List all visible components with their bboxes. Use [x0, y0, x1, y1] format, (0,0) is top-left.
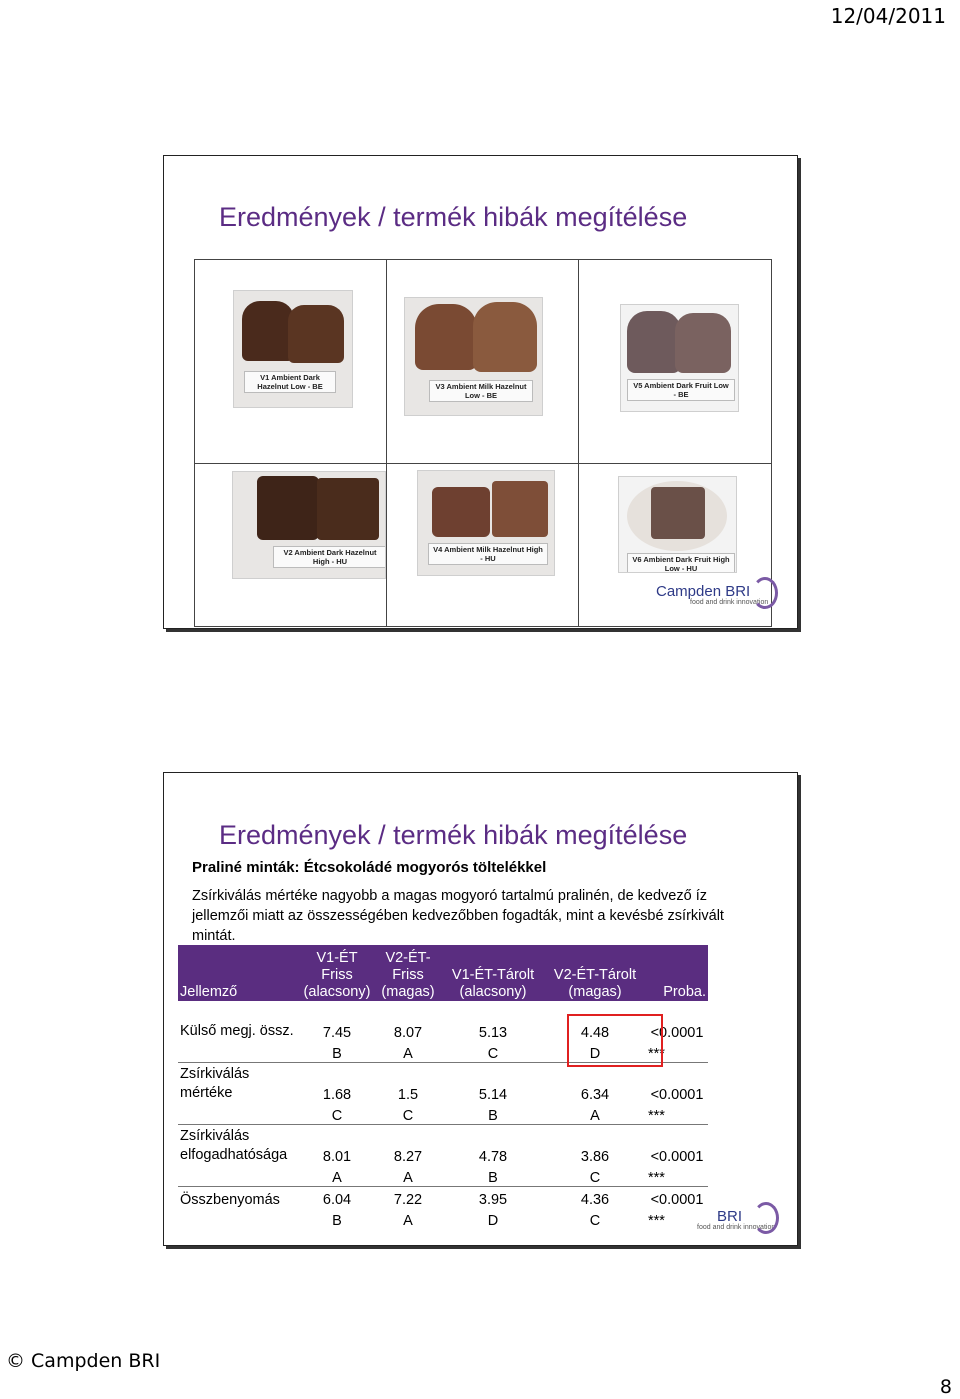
product-photo-v4 [417, 470, 555, 576]
group-row [178, 1165, 708, 1187]
logo-tagline: food and drink innovation [697, 1224, 776, 1231]
photo-label: V1 Ambient Dark Hazelnut Low - BE [244, 371, 336, 393]
table-header-row [178, 945, 708, 1001]
value-cell: 7.45 [322, 1025, 352, 1041]
product-photo-v3 [404, 297, 543, 416]
value-cell: 3.95 [478, 1192, 508, 1208]
campden-bri-logo [697, 1208, 776, 1231]
value-cell: 4.48 [580, 1025, 610, 1041]
highlight-box [567, 1014, 663, 1067]
p-value: <0.0001 [650, 1087, 704, 1103]
header-cell: Proba. [646, 945, 708, 1001]
photo-label: V6 Ambient Dark Fruit High Low - HU [627, 553, 735, 573]
value-cell: 8.07 [393, 1025, 423, 1041]
group-cell: A [374, 1165, 442, 1187]
photo-label: V4 Ambient Milk Hazelnut High - HU [428, 543, 548, 565]
value-cell: 4.36 [580, 1192, 610, 1208]
group-cell: B [332, 1213, 342, 1229]
group-cell: A [544, 1103, 646, 1125]
group-cell: A [374, 1041, 442, 1063]
p-value: <0.0001 [650, 1025, 704, 1041]
campden-bri-logo [656, 583, 768, 606]
results-table [178, 945, 708, 1229]
table-row [178, 1063, 708, 1104]
product-photo-v5 [620, 304, 739, 412]
group-cell: A [300, 1165, 374, 1187]
body-text: Zsírkiválás mértéke nagyobb a magas mogyoró tartalmú pralinén, de kedvező íz jellemzői miatt az összességében kedvezőbben fogadták, mint a kevésbé zsírkivált mintát. [192, 888, 724, 944]
table-row [178, 1187, 708, 1209]
logo-text: BRI [717, 1208, 743, 1225]
product-photo-v2 [232, 471, 386, 579]
page-number: 8 [939, 1376, 952, 1398]
header-cell: V2-ÉT-Tárolt (magas) [544, 945, 646, 1001]
slide-2 [163, 772, 798, 1246]
value-cell: 3.86 [580, 1149, 610, 1165]
value-cell: 5.14 [478, 1087, 508, 1103]
p-value: <0.0001 [650, 1192, 704, 1208]
group-cell: C [589, 1213, 601, 1229]
group-cell: C [300, 1103, 374, 1125]
slide-title: Eredmények / termék hibák megítélése [219, 202, 688, 232]
group-cell: B [300, 1041, 374, 1063]
row-label: Zsírkiválás mértéke [180, 1066, 250, 1101]
group-cell: A [403, 1213, 413, 1229]
product-photo-v6 [618, 476, 737, 573]
photo-label: V2 Ambient Dark Hazelnut High - HU [273, 546, 386, 568]
row-label: Zsírkiválás elfogadhatósága [180, 1128, 288, 1163]
slide-1 [163, 155, 798, 629]
group-cell: D [487, 1213, 499, 1229]
header-cell: Jellemző [178, 945, 300, 1001]
logo-tagline: food and drink innovation [690, 599, 769, 606]
group-cell: C [544, 1165, 646, 1187]
photo-label: V3 Ambient Milk Hazelnut Low - BE [429, 380, 533, 402]
product-photo-v1 [233, 290, 353, 408]
logo-swirl-icon [752, 577, 778, 609]
group-row [178, 1208, 708, 1229]
value-cell: 8.27 [393, 1149, 423, 1165]
value-cell: 8.01 [322, 1149, 352, 1165]
significance: *** [646, 1041, 708, 1063]
group-cell: B [442, 1165, 544, 1187]
row-label: Külső megj. össz. [180, 1023, 294, 1039]
significance: *** [646, 1103, 708, 1125]
photo-grid [194, 259, 772, 627]
value-cell: 1.68 [322, 1087, 352, 1103]
table-row [178, 1125, 708, 1166]
header-cell: V1-ÉT-Tárolt (alacsony) [442, 945, 544, 1001]
group-cell: C [374, 1103, 442, 1125]
logo-text: Campden BRI [656, 583, 751, 600]
footer-copyright: © Campden BRI [6, 1350, 161, 1372]
row-label: Összbenyomás [180, 1192, 280, 1208]
header-cell: V2-ÉT- Friss (magas) [374, 945, 442, 1001]
group-cell: C [442, 1041, 544, 1063]
page-date: 12/04/2011 [830, 4, 946, 28]
photo-label: V5 Ambient Dark Fruit Low - BE [627, 379, 735, 401]
header-cell: V1-ÉT Friss (alacsony) [300, 945, 374, 1001]
group-row [178, 1103, 708, 1125]
p-value: <0.0001 [650, 1149, 704, 1165]
significance: *** [648, 1213, 665, 1229]
group-cell: D [544, 1041, 646, 1063]
value-cell: 6.34 [580, 1087, 610, 1103]
logo-swirl-icon [753, 1202, 779, 1234]
slide-title: Eredmények / termék hibák megítélése [219, 820, 688, 850]
sub-heading: Praliné minták: Étcsokoládé mogyorós töltelékkel [192, 859, 547, 876]
value-cell: 1.5 [397, 1087, 419, 1103]
value-cell: 6.04 [322, 1192, 352, 1208]
value-cell: 7.22 [393, 1192, 423, 1208]
value-cell: 4.78 [478, 1149, 508, 1165]
significance: *** [646, 1165, 708, 1187]
group-cell: B [442, 1103, 544, 1125]
value-cell: 5.13 [478, 1025, 508, 1041]
